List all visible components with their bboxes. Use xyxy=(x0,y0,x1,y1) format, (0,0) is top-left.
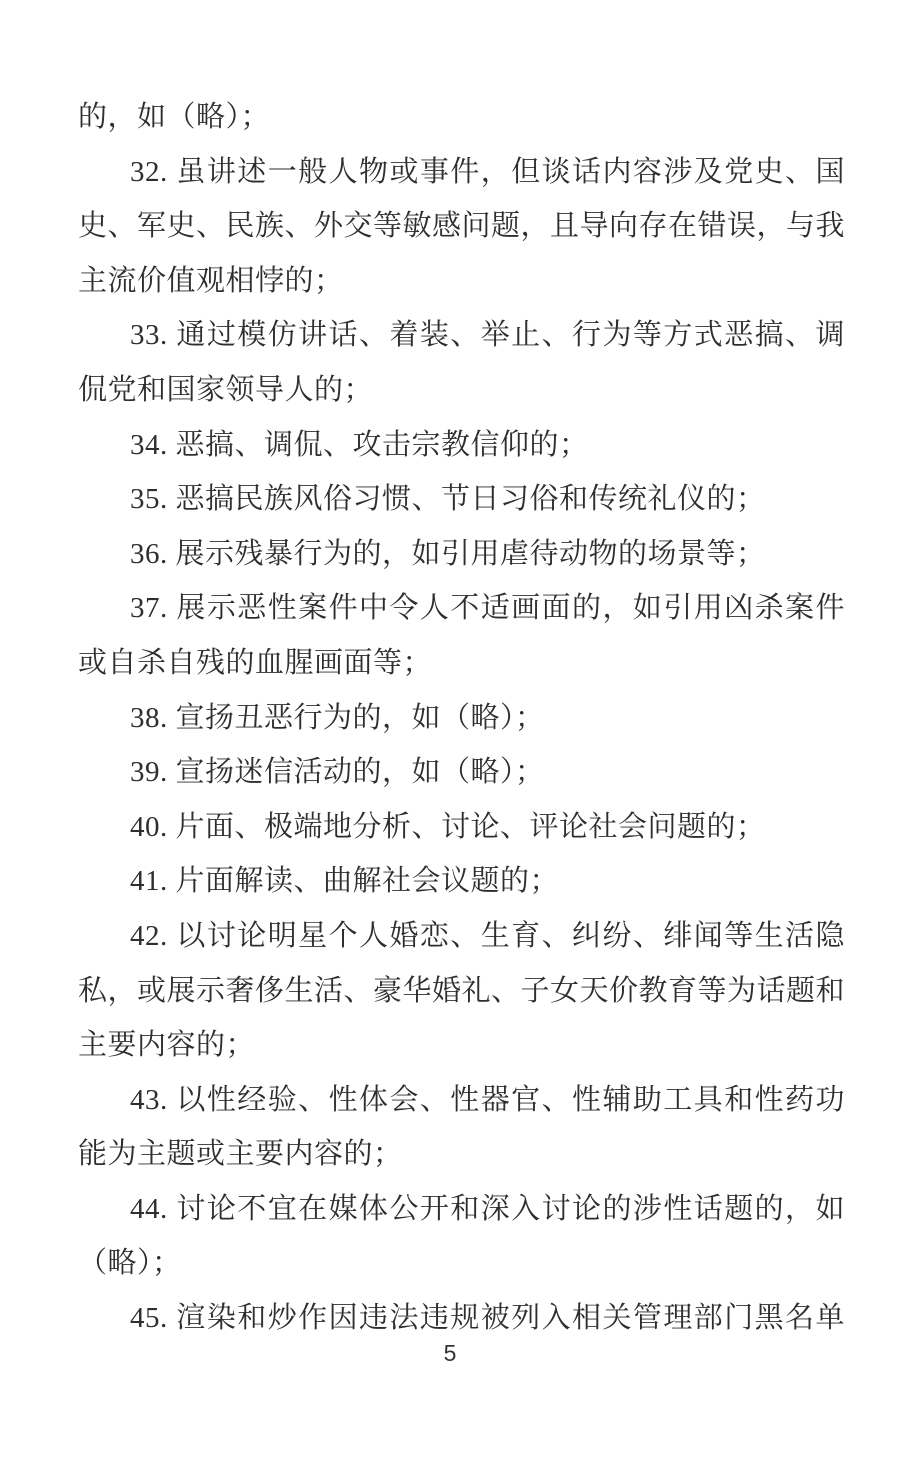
paragraph xyxy=(78,1182,845,1291)
paragraph xyxy=(78,854,845,909)
text-line: 45. 渲染和炒作因违法违规被列入相关管理部门黑名单 xyxy=(130,1302,845,1335)
document-body xyxy=(78,90,845,1346)
paragraph xyxy=(78,1291,845,1346)
text-line: 41. 片面解读、曲解社会议题的； xyxy=(130,865,560,898)
paragraph xyxy=(78,909,845,1073)
text-line: 或自杀自残的血腥画面等； xyxy=(78,646,433,679)
paragraph xyxy=(78,1073,845,1182)
text-line: 33. 通过模仿讲话、着装、举止、行为等方式恶搞、调 xyxy=(130,319,845,352)
text-line: 43. 以性经验、性体会、性器官、性辅助工具和性药功 xyxy=(130,1083,845,1116)
text-line: 38. 宣扬丑恶行为的，如（略）； xyxy=(130,701,545,734)
paragraph xyxy=(78,145,845,309)
text-line: 私，或展示奢侈生活、豪华婚礼、子女天价教育等为话题和 xyxy=(78,974,846,1007)
page-number: 5 xyxy=(443,1340,457,1366)
text-line: 44. 讨论不宜在媒体公开和深入讨论的涉性话题的，如 xyxy=(130,1192,845,1225)
text-line: 39. 宣扬迷信活动的，如（略）； xyxy=(130,756,545,789)
text-line: 主流价值观相悖的； xyxy=(78,264,344,297)
paragraph xyxy=(78,745,845,800)
text-line: 34. 恶搞、调侃、攻击宗教信仰的； xyxy=(130,428,589,461)
text-line: 37. 展示恶性案件中令人不适画面的，如引用凶杀案件 xyxy=(130,592,845,625)
text-line: 侃党和国家领导人的； xyxy=(78,373,374,406)
paragraph xyxy=(78,418,845,473)
text-line: 史、军史、民族、外交等敏感问题，且导向存在错误，与我 xyxy=(78,210,846,243)
text-line: 32. 虽讲述一般人物或事件，但谈话内容涉及党史、国 xyxy=(130,155,845,188)
text-line: 能为主题或主要内容的； xyxy=(78,1138,403,1171)
text-line: 42. 以讨论明星个人婚恋、生育、纠纷、绯闻等生活隐 xyxy=(130,919,845,952)
text-line: 的，如（略）； xyxy=(78,101,271,133)
paragraph xyxy=(78,691,845,746)
text-line: 35. 恶搞民族风俗习惯、节日习俗和传统礼仪的； xyxy=(130,483,766,516)
paragraph xyxy=(78,527,845,582)
paragraph xyxy=(78,581,845,690)
paragraph xyxy=(78,308,845,417)
paragraph xyxy=(78,800,845,855)
text-line: （略）； xyxy=(78,1247,182,1280)
text-line: 40. 片面、极端地分析、讨论、评论社会问题的； xyxy=(130,810,766,843)
paragraph xyxy=(78,90,845,145)
paragraph xyxy=(78,472,845,527)
text-line: 主要内容的； xyxy=(78,1029,256,1062)
text-line: 36. 展示残暴行为的，如引用虐待动物的场景等； xyxy=(130,537,766,570)
